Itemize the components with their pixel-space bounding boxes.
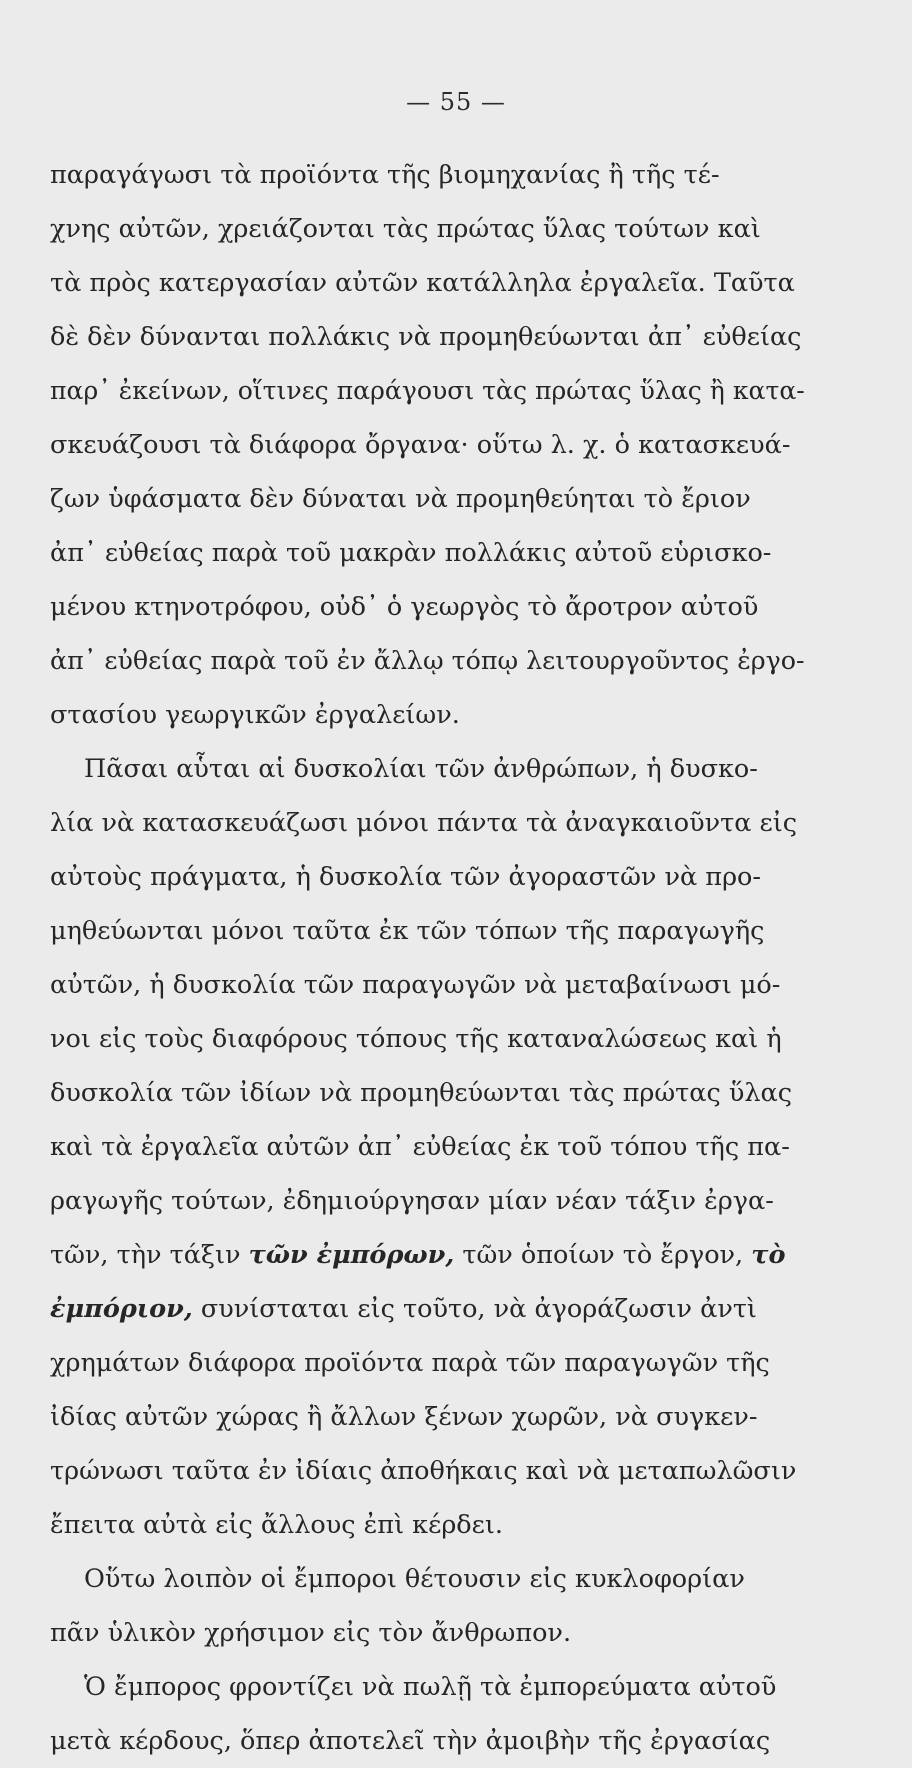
text-line: ζων ὑφάσματα δὲν δύναται νὰ προμηθεύηται τὸ ἔριον (50, 484, 751, 514)
text-line: μετὰ κέρδους, ὅπερ ἀποτελεῖ τὴν ἀμοιβὴν τῆς ἐργασίας (50, 1726, 771, 1756)
text-line: δὲ δὲν δύνανται πολλάκις νὰ προμηθεύωνται ἀπ᾽ εὐθείας (50, 322, 802, 352)
text-line: καὶ τὰ ἐργαλεῖα αὐτῶν ἀπ᾽ εὐθείας ἐκ τοῦ τόπου τῆς πα- (50, 1132, 790, 1162)
text-line: λία νὰ κατασκευάζωσι μόνοι πάντα τὰ ἀναγκαιοῦντα εἰς (50, 808, 798, 838)
text-line: παραγάγωσι τὰ προϊόντα τῆς βιομηχανίας ἢ τῆς τέ- (50, 160, 720, 190)
line-text-segment: τῶν, τὴν τάξιν (50, 1240, 249, 1270)
text-line: αὐτοὺς πράγματα, ἡ δυσκολία τῶν ἀγοραστῶν νὰ προ- (50, 862, 762, 892)
text-line: ἔπειτα αὐτὰ εἰς ἄλλους ἐπὶ κέρδει. (50, 1510, 503, 1540)
text-line: τὰ πρὸς κατεργασίαν αὐτῶν κατάλληλα ἐργαλεῖα. Ταῦτα (50, 268, 795, 298)
text-line: Οὕτω λοιπὸν οἱ ἔμποροι θέτουσιν εἰς κυκλοφορίαν (84, 1564, 745, 1594)
emphasis-article: τὸ (751, 1240, 786, 1270)
text-line: πᾶν ὑλικὸν χρήσιμον εἰς τὸν ἄνθρωπον. (50, 1618, 572, 1648)
text-line: ραγωγῆς τούτων, ἐδημιούργησαν μίαν νέαν τάξιν ἐργα- (50, 1186, 774, 1216)
text-line (50, 1282, 805, 1336)
text-line: χρημάτων διάφορα προϊόντα παρὰ τῶν παραγωγῶν τῆς (50, 1348, 770, 1378)
text-line: μηθεύωνται μόνοι ταῦτα ἐκ τῶν τόπων τῆς παραγωγῆς (50, 916, 765, 946)
paragraph-4 (50, 1660, 805, 1768)
text-line: παρ᾽ ἐκείνων, οἵτινες παράγουσι τὰς πρώτας ὕλας ἢ κατα- (50, 376, 805, 406)
text-line: ἀπ᾽ εὐθείας παρὰ τοῦ μακρὰν πολλάκις αὐτοῦ εὑρισκο- (50, 538, 772, 568)
text-line: αὐτῶν, ἡ δυσκολία τῶν παραγωγῶν νὰ μεταβαίνωσι μό- (50, 970, 781, 1000)
text-line: χνης αὐτῶν, χρειάζονται τὰς πρώτας ὕλας τούτων καὶ (50, 214, 761, 244)
line-text-segment: συνίσταται εἰς τοῦτο, νὰ ἀγοράζωσιν ἀντὶ (192, 1294, 757, 1324)
text-line: ἀπ᾽ εὐθείας παρὰ τοῦ ἐν ἄλλῳ τόπῳ λειτουργοῦντος ἐργο- (50, 646, 805, 676)
text-line: δυσκολία τῶν ἰδίων νὰ προμηθεύωνται τὰς πρώτας ὕλας (50, 1078, 793, 1108)
text-line: σκευάζουσι τὰ διάφορα ὄργανα· οὕτω λ. χ. ὁ κατασκευά- (50, 430, 791, 460)
text-line: Πᾶσαι αὗται αἱ δυσκολίαι τῶν ἀνθρώπων, ἡ δυσκο- (84, 754, 758, 784)
text-line: μένου κτηνοτρόφου, οὐδ᾽ ὁ γεωργὸς τὸ ἄροτρον αὐτοῦ (50, 592, 759, 622)
text-line: ἰδίας αὐτῶν χώρας ἢ ἄλλων ξένων χωρῶν, νὰ συγκεν- (50, 1402, 758, 1432)
text-line: τρώνωσι ταῦτα ἐν ἰδίαις ἀποθήκαις καὶ νὰ μεταπωλῶσιν (50, 1456, 797, 1486)
text-line: στασίου γεωργικῶν ἐργαλείων. (50, 700, 460, 730)
paragraph-1 (50, 148, 805, 742)
paragraph-2 (50, 742, 805, 1552)
line-text-segment: τῶν ὁποίων τὸ ἔργον, (454, 1240, 752, 1270)
emphasis-merchants: τῶν ἐμπόρων, (248, 1240, 455, 1270)
text-line: Ὁ ἔμπορος φροντίζει νὰ πωλῇ τὰ ἐμπορεύματα αὐτοῦ (84, 1672, 777, 1702)
text-line (50, 1228, 805, 1282)
body-text (50, 148, 805, 1768)
text-line: νοι εἰς τοὺς διαφόρους τόπους τῆς καταναλώσεως καὶ ἡ (50, 1024, 782, 1054)
page-number: — 55 — (406, 88, 506, 116)
paragraph-3 (50, 1552, 805, 1660)
emphasis-commerce: ἐμπόριον, (50, 1294, 193, 1324)
